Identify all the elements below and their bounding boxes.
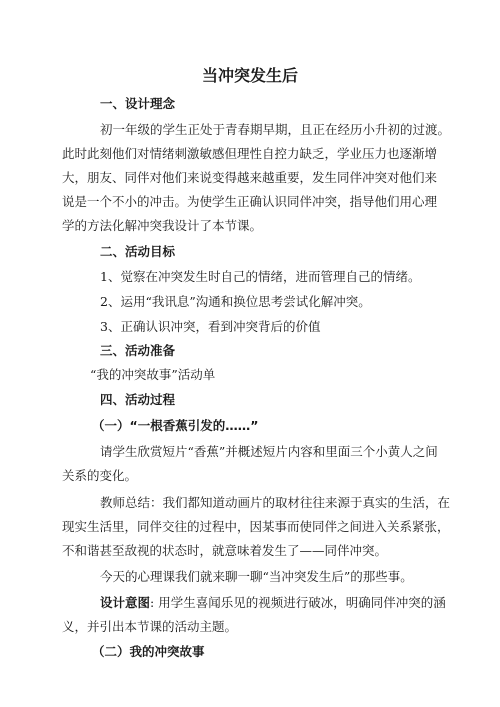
list-item: 1、觉察在冲突发生时自己的情绪，进而管理自己的情绪。: [100, 269, 421, 284]
section-heading-objectives: 二、活动目标: [100, 244, 176, 259]
paragraph-line: 大，朋友、同伴对他们来说变得越来越重要，发生同伴冲突对他们来: [62, 170, 438, 185]
page-title: 当冲突发生后: [201, 66, 298, 85]
paragraph-line: 现实生活里，同伴交往的过程中，因某事而使同伴之间进入关系紧张，: [62, 519, 450, 534]
design-intent-label: 设计意图: [100, 595, 151, 610]
paragraph-line: 请学生欣赏短片“香蕉”并概述短片内容和里面三个小黄人之间: [100, 444, 438, 459]
paragraph-line: 义，并引出本节课的活动主题。: [62, 619, 238, 634]
preparation-text: “我的冲突故事”活动单: [90, 367, 216, 382]
paragraph-line: 此时此刻他们对情绪刺激敏感但理性自控力缺乏，学业压力也逐渐增: [62, 146, 438, 161]
subsection-heading-banana: （一）“一根香蕉引发的……”: [92, 418, 259, 433]
paragraph-line: 今天的心理课我们就来聊一聊“当冲突发生后”的那些事。: [100, 569, 413, 584]
section-heading-preparation: 三、活动准备: [100, 343, 176, 358]
list-item: 2、运用“我讯息”沟通和换位思考尝试化解冲突。: [100, 294, 371, 309]
paragraph-line: 初一年级的学生正处于青春期早期，且正在经历小升初的过渡。: [100, 122, 451, 137]
paragraph-line: 说是一个不小的冲击。为使学生正确认识同伴冲突，指导他们用心理: [62, 194, 438, 209]
paragraph-line: 关系的变化。: [62, 468, 138, 483]
section-heading-process: 四、活动过程: [100, 392, 176, 407]
paragraph-line: 不和谐甚至敌视的状态时，就意味着发生了——同伴冲突。: [62, 543, 388, 558]
section-heading-design-concept: 一、设计理念: [100, 96, 176, 111]
subsection-heading-my-story: （二）我的冲突故事: [92, 644, 205, 659]
paragraph-line: 教师总结：我们都知道动画片的取材往往来源于真实的生活，在: [100, 495, 451, 510]
design-intent-line: [100, 595, 446, 611]
list-item: 3、正确认识冲突，看到冲突背后的价值: [100, 319, 321, 334]
design-intent-text: : 用学生喜闻乐见的视频进行破冰，明确同伴冲突的涵: [150, 595, 446, 610]
paragraph-line: 学的方法化解冲突我设计了本节课。: [62, 218, 263, 233]
